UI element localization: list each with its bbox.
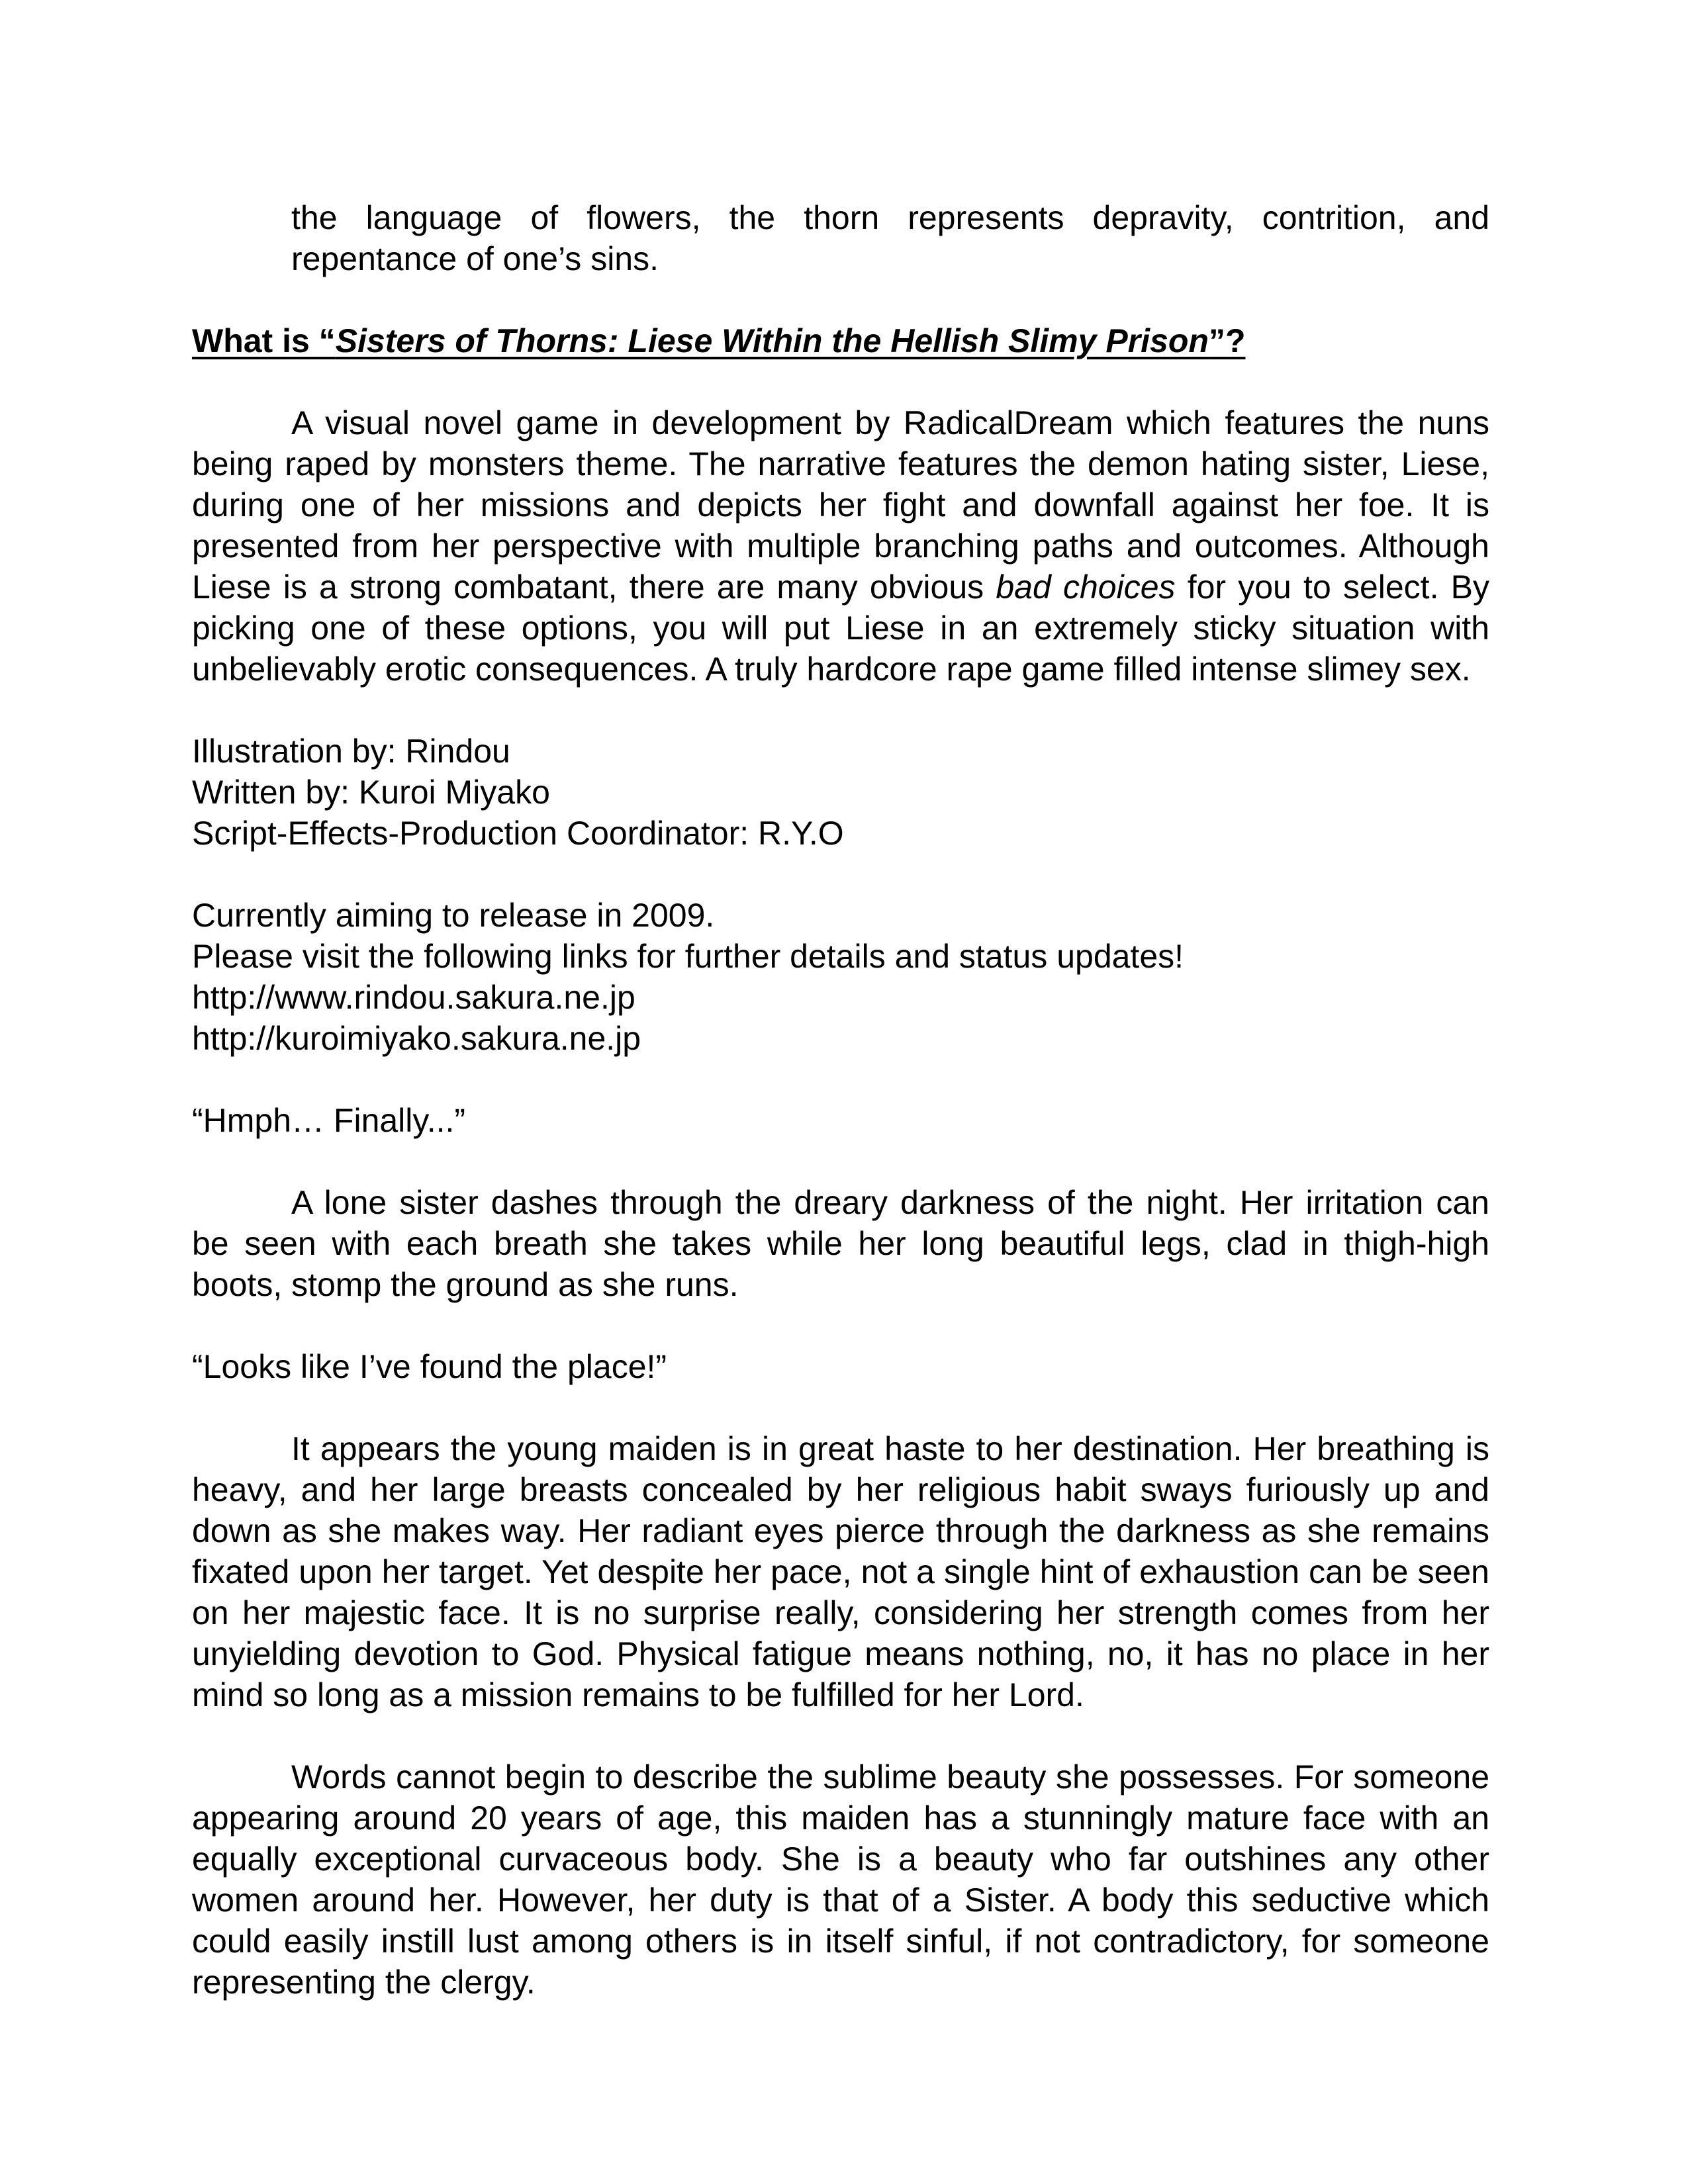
beauty-paragraph: Words cannot begin to describe the sublime beauty she possesses. For someone appearing around 20 years of age, this maiden has a stunningly mature face with an equally exceptional curvaceous body. She is a beauty who far outshines any other women around her. However, her duty is that of a Sister. A body this seductive which could easily instill lust among others is in itself sinful, if not contradictory, for someone representing the clergy. <box>192 1758 1489 2001</box>
continuation-paragraph: the language of flowers, the thorn represents depravity, contrition, and repentance of one’s sins. <box>291 199 1489 277</box>
heading-prefix: What is “ <box>192 322 336 359</box>
release-date-line: Currently aiming to release in 2009. <box>192 897 715 934</box>
dialogue-hmph: “Hmph… Finally...” <box>192 1102 466 1139</box>
about-text-before: A visual novel game in development by RadicalDream which features the nuns being raped by monsters theme. The narrative features the demon hating sister, Liese, during one of her missions and depicts her fight and downfall against her foe. It is presented from her perspective with multiple branching paths and outcomes. Although Liese is a strong combatant, there are many obvious <box>192 404 1489 606</box>
section-heading <box>192 320 1489 361</box>
running-paragraph: A lone sister dashes through the dreary darkness of the night. Her irritation can be seen with each breath she takes while her long beautiful legs, clad in thigh-high boots, stomp the ground as she runs. <box>192 1184 1489 1303</box>
url-rindou: http://www.rindou.sakura.ne.jp <box>192 979 635 1016</box>
credit-illustration: Illustration by: Rindou <box>192 733 510 770</box>
release-info-block <box>192 895 1489 1059</box>
links-intro-line: Please visit the following links for further details and status updates! <box>192 938 1184 975</box>
heading-game-title: Sisters of Thorns: Liese Within the Hellish Slimy Prison <box>335 322 1209 359</box>
about-paragraph <box>192 402 1489 690</box>
credit-writer: Written by: Kuroi Miyako <box>192 774 550 811</box>
haste-paragraph: It appears the young maiden is in great haste to her destination. Her breathing is heavy, and her large breasts concealed by her religious habit sways furiously up and down as she makes way. Her radiant eyes pierce through the darkness as she remains fixated upon her target. Yet despite her pace, not a single hint of exhaustion can be seen on her majestic face. It is no surprise really, considering her strength comes from her unyielding devotion to God. Physical fatigue means nothing, no, it has no place in her mind so long as a mission remains to be fulfilled for her Lord. <box>192 1430 1489 1713</box>
about-text-after: for you to select. By picking one of these options, you will put Liese in an extremely sticky situation with unbelievably erotic consequences. A truly hardcore rape game filled intense slimey sex. <box>192 569 1489 688</box>
heading-suffix: ”? <box>1208 322 1246 359</box>
credits-block <box>192 731 1489 854</box>
dialogue-found-place: “Looks like I’ve found the place!” <box>192 1348 667 1385</box>
bad-choices-italic-phrase: bad choices <box>996 569 1176 606</box>
url-kuroimiyako: http://kuroimiyako.sakura.ne.jp <box>192 1020 641 1057</box>
credit-coordinator: Script-Effects-Production Coordinator: R.Y.O <box>192 815 844 852</box>
